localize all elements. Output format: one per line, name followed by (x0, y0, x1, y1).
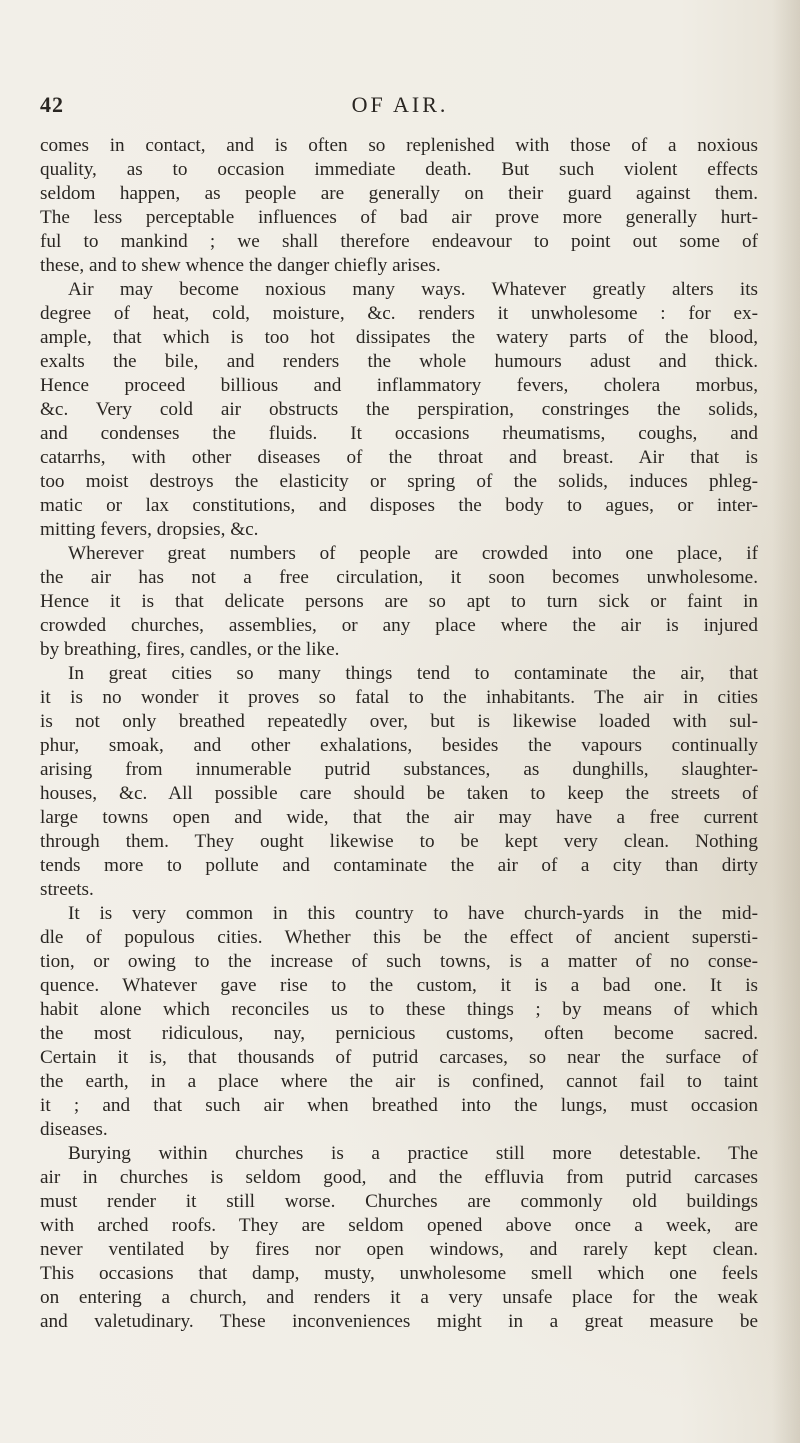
text-line: air in churches is seldom good, and the effluvia from putrid carcases (40, 1167, 758, 1188)
text-line: phur, smoak, and other exhalations, besides the vapours continually (40, 735, 758, 756)
text-line: The less perceptable influences of bad air prove more generally hurt- (40, 207, 758, 228)
text-line: never ventilated by fires nor open windows, and rarely kept clean. (40, 1239, 758, 1260)
text-line: degree of heat, cold, moisture, &c. renders it unwholesome : for ex- (40, 303, 758, 324)
running-head: OF AIR. (351, 92, 449, 117)
text-line: with arched roofs. They are seldom opened above once a week, are (40, 1215, 758, 1236)
text-line: This occasions that damp, musty, unwholesome smell which one feels (40, 1263, 758, 1284)
page-number: 42 (40, 92, 64, 117)
text-line: Hence it is that delicate persons are so apt to turn sick or faint in (40, 591, 758, 612)
text-line: and valetudinary. These inconveniences might in a great measure be (40, 1311, 758, 1332)
text-line: these, and to shew whence the danger chiefly arises. (40, 255, 441, 276)
text-line: streets. (40, 879, 94, 900)
text-line: Air may become noxious many ways. Whatever greatly alters its (68, 279, 758, 300)
text-line: crowded churches, assemblies, or any place where the air is injured (40, 615, 758, 636)
text-line: is not only breathed repeatedly over, but is likewise loaded with sul- (40, 711, 758, 732)
text-line: Burying within churches is a practice still more detestable. The (68, 1143, 758, 1164)
text-line: diseases. (40, 1119, 108, 1140)
text-line: houses, &c. All possible care should be taken to keep the streets of (40, 783, 758, 804)
text-line: by breathing, fires, candles, or the like. (40, 639, 340, 660)
text-line: tends more to pollute and contaminate the air of a city than dirty (40, 855, 758, 876)
text-line: and condenses the fluids. It occasions rheumatisms, coughs, and (40, 423, 758, 444)
text-line: ful to mankind ; we shall therefore endeavour to point out some of (40, 231, 758, 252)
text-line: on entering a church, and renders it a very unsafe place for the weak (40, 1287, 758, 1308)
text-line: It is very common in this country to have church-yards in the mid- (68, 903, 758, 924)
page-edge-shadow (772, 0, 800, 1443)
text-line: the most ridiculous, nay, pernicious customs, often become sacred. (40, 1023, 758, 1044)
text-line: seldom happen, as people are generally on their guard against them. (40, 183, 758, 204)
page-header (40, 92, 760, 120)
text-line: it is no wonder it proves so fatal to the inhabitants. The air in cities (40, 687, 758, 708)
text-line: the earth, in a place where the air is confined, cannot fail to taint (40, 1071, 758, 1092)
text-line: through them. They ought likewise to be kept very clean. Nothing (40, 831, 758, 852)
text-line: catarrhs, with other diseases of the throat and breast. Air that is (40, 447, 758, 468)
text-line: Wherever great numbers of people are crowded into one place, if (68, 543, 758, 564)
text-line: exalts the bile, and renders the whole humours adust and thick. (40, 351, 758, 372)
text-line: tion, or owing to the increase of such towns, is a matter of no conse- (40, 951, 758, 972)
text-line: In great cities so many things tend to contaminate the air, that (68, 663, 758, 684)
text-line: it ; and that such air when breathed into the lungs, must occasion (40, 1095, 758, 1116)
text-line: large towns open and wide, that the air may have a free current (40, 807, 758, 828)
text-line: quality, as to occasion immediate death. But such violent effects (40, 159, 758, 180)
text-line: too moist destroys the elasticity or spring of the solids, induces phleg- (40, 471, 758, 492)
text-line: comes in contact, and is often so replenished with those of a noxious (40, 135, 758, 156)
text-line: Certain it is, that thousands of putrid carcases, so near the surface of (40, 1047, 758, 1068)
text-line: the air has not a free circulation, it soon becomes unwholesome. (40, 567, 758, 588)
text-line: habit alone which reconciles us to these things ; by means of which (40, 999, 758, 1020)
text-line: matic or lax constitutions, and disposes the body to agues, or inter- (40, 495, 758, 516)
text-line: ample, that which is too hot dissipates the watery parts of the blood, (40, 327, 758, 348)
text-line: arising from innumerable putrid substances, as dunghills, slaughter- (40, 759, 758, 780)
text-line: Hence proceed billious and inflammatory fevers, cholera morbus, (40, 375, 758, 396)
text-line: dle of populous cities. Whether this be the effect of ancient supersti- (40, 927, 758, 948)
text-line: quence. Whatever gave rise to the custom, it is a bad one. It is (40, 975, 758, 996)
text-line: mitting fevers, dropsies, &c. (40, 519, 259, 540)
text-line: must render it still worse. Churches are commonly old buildings (40, 1191, 758, 1212)
text-line: &c. Very cold air obstructs the perspiration, constringes the solids, (40, 399, 758, 420)
body-text (40, 134, 758, 1334)
